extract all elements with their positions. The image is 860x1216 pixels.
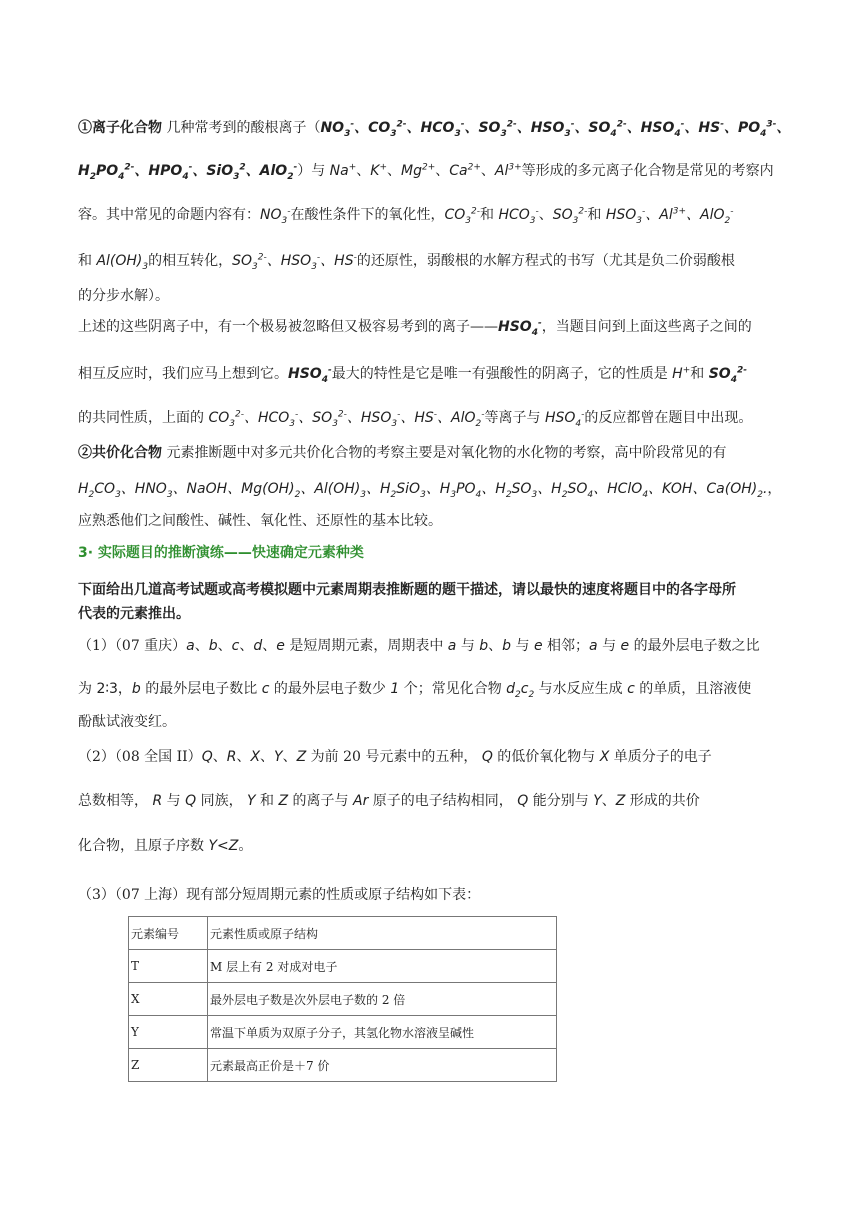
para-covalent-line3: 应熟悉他们之间酸性、碱性、氧化性、还原性的基本比较。	[78, 513, 442, 529]
intro-line1: 下面给出几道高考试题或高考模拟题中元素周期表推断题的题干描述，请以最快的速度将题目中的各字母所	[78, 582, 736, 598]
para-ionic-line5: 的分步水解）。	[78, 288, 169, 304]
question-3-line1: （3）（07 上海）现有部分短周期元素的性质或原子结构如下表：	[78, 887, 481, 903]
table-cell: 最外层电子数是次外层电子数的 2 倍	[208, 983, 557, 1016]
table-cell: Y	[129, 1016, 208, 1049]
table-header-cell: 元素性质或原子结构	[208, 917, 557, 950]
para-hso4-line3: 的共同性质，上面的 $CO_3^{2-}$、$HCO_3^-$、$SO_3^{2-}$、$HSO_3^-$、HS-、AlO$_2$-等离子与 $HSO_4^-$的反应都曾在题目中出现。	[78, 409, 753, 429]
table-cell: M 层上有 2 对成对电子	[208, 950, 557, 983]
para-ionic-line3: 容。其中常见的命题内容有：$NO_3^-$在酸性条件下的氧化性，$CO_3^{2-}$和 $HCO_3^-$、$SO_3^{2-}$和 $HSO_3^-$、$Al^{3+}$、AlO$_2$-	[78, 206, 734, 226]
table-header-cell: 元素编号	[129, 917, 208, 950]
question-1-line1: （1）（07 重庆）a、b、c、d、e 是短周期元素，周期表中 a 与 b、b 与 e 相邻；a 与 e 的最外层电子数之比	[78, 638, 760, 654]
para-covalent-formulas: $H_2CO_3$、$HNO_3$、NaOH、$Mg(OH)_2$、$Al(OH)_3$、$H_2SiO_3$、$H_3PO_4$、$H_2SO_3$、$H_2SO_4$、HClO$_4$、KOH、$Ca(OH)_2$.，	[78, 481, 782, 500]
table-cell: T	[129, 950, 208, 983]
question-1-line3: 酚酞试液变红。	[78, 714, 176, 730]
para-covalent-line1: ②共价化合物 元素推断题中对多元共价化合物的考察主要是对氧化物的水化物的考察，高中阶段常见的有	[78, 445, 727, 461]
question-2-line3: 化合物，且原子序数 Y<Z。	[78, 838, 253, 854]
para-ionic-line4: 和 $Al(OH)_3$的相互转化，$SO_3^{2-}$、$HSO_3^-$、HS-的还原性，弱酸根的水解方程式的书写（尤其是负二价弱酸根	[78, 252, 735, 272]
question-2-line1: （2）（08 全国 II）Q、R、X、Y、Z 为前 20 号元素中的五种， Q 的低价氧化物与 X 单质分子的电子	[78, 749, 712, 765]
table-cell: Z	[129, 1049, 208, 1082]
para-ionic-line1: ①离子化合物 几种常考到的酸根离子（$NO_3^-$、$CO_3^{2-}$、$HCO_3^-$、$SO_3^{2-}$、$HSO_3^-$、$SO_4^{2-}$、$HSO_4^-$、HS-、$PO_4^{3-}$、	[78, 119, 791, 139]
para-ionic-line2: $H_2PO_4^{2-}$、$HPO_4^-$、SiO$_3^2$、AlO$_2$-）与 Na+、K+、$Mg^{2+}$、$Ca^{2+}$、$Al^{3+}$等形成的多元离子化合物是常见的考察内	[78, 162, 774, 182]
table-row	[129, 1016, 557, 1049]
question-1-line2: 为 2∶3，b 的最外层电子数比 c 的最外层电子数少 1 个；常见化合物 $d_2c_2$ 与水反应生成 c 的单质，且溶液使	[78, 681, 752, 700]
intro-line2: 代表的元素推出。	[78, 606, 190, 622]
section-3-heading: 3· 实际题目的推断演练——快速确定元素种类	[78, 545, 364, 561]
table-cell: X	[129, 983, 208, 1016]
heading-ionic-compounds: ①离子化合物	[78, 120, 162, 136]
table-cell: 元素最高正价是＋7 价	[208, 1049, 557, 1082]
table-row	[129, 983, 557, 1016]
table-cell: 常温下单质为双原子分子，其氢化物水溶液呈碱性	[208, 1016, 557, 1049]
question-2-line2: 总数相等， R 与 Q 同族， Y 和 Z 的离子与 Ar 原子的电子结构相同， Q 能分别与 Y、Z 形成的共价	[78, 793, 700, 809]
heading-covalent-compounds: ②共价化合物	[78, 445, 162, 461]
table-row	[129, 1049, 557, 1082]
para-hso4-line1: 上述的这些阴离子中，有一个极易被忽略但又极容易考到的离子$——HSO_4^-$，当题目问到上面这些离子之间的	[78, 318, 752, 338]
table-header-row	[129, 917, 557, 950]
table-row	[129, 950, 557, 983]
element-property-table	[128, 916, 557, 1082]
para-hso4-line2: 相互反应时，我们应马上想到它。$HSO_4^-$最大的特性是它是唯一有强酸性的阴离子，它的性质是 H+和 $SO_4^{2-}$	[78, 365, 747, 385]
